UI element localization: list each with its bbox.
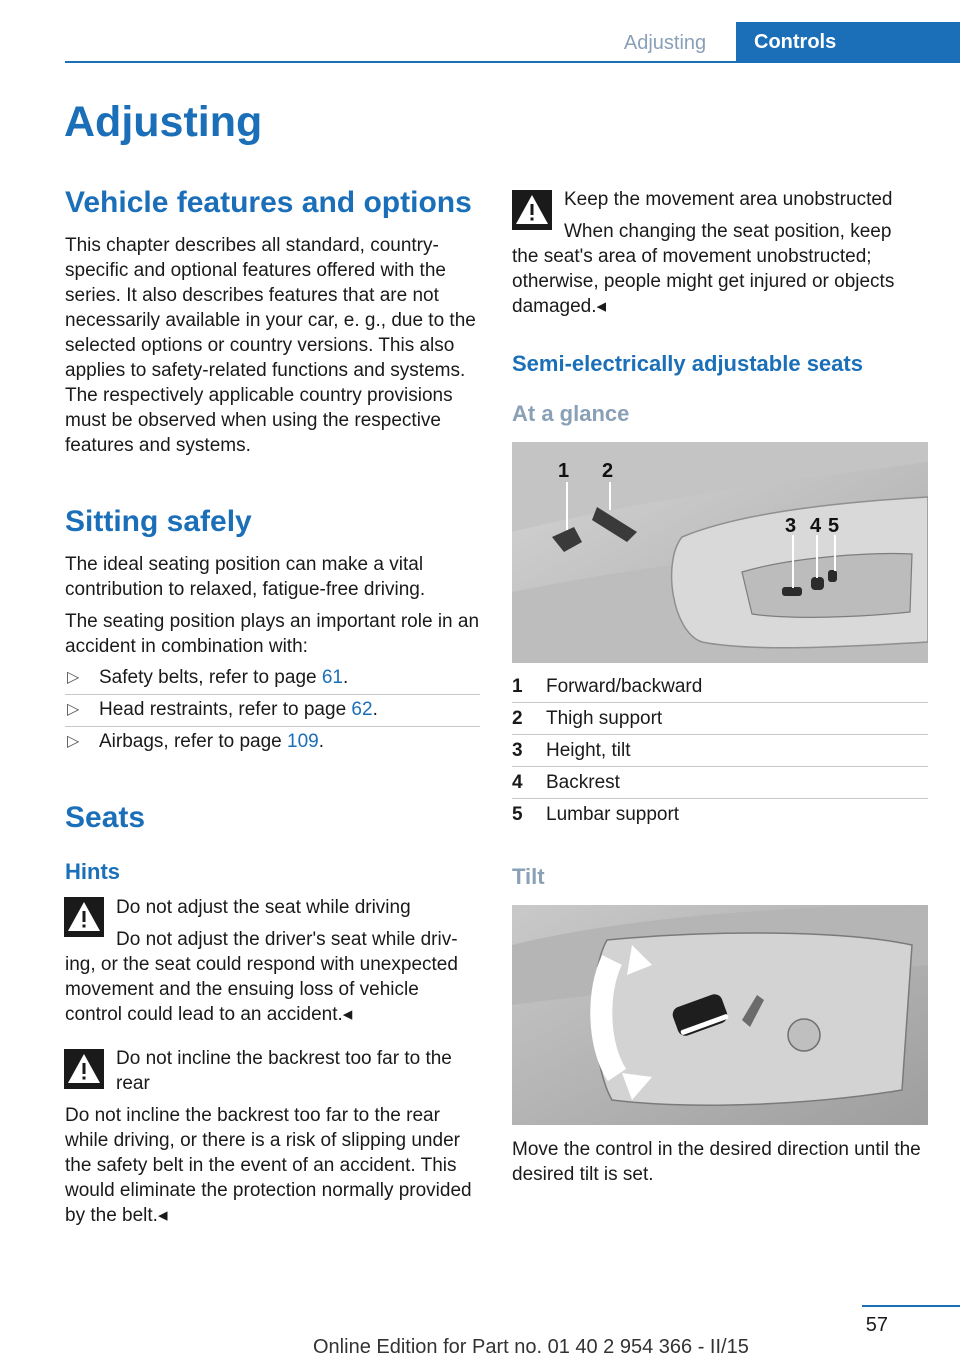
figure-callout-3: 3 — [785, 515, 797, 537]
sitting-safely-heading: Sitting safely — [65, 505, 252, 538]
vehicle-features-body: This chapter describes all standard, country-specific and optional features offered with the series. It also describes features that are not necessarily available in your car, e. g., due to the selected options or country versions. This also applies to safety-related functions and systems. The respectively applicable country provisions must be observed when using the respective features and systems. — [65, 235, 476, 456]
footer-rule — [862, 1305, 960, 1307]
bullet-head-restraints: ▷ Head restraints, refer to page 62. — [67, 699, 378, 720]
bullet-safety-belts: ▷ Safety belts, refer to page 61. — [67, 667, 349, 688]
tilt-control-figure — [512, 905, 928, 1125]
figure-callout-2: 2 — [602, 460, 614, 482]
warning-body-first-line: Do not adjust the driver's seat while driv- — [116, 929, 458, 950]
legend-item: 3 Height, tilt — [512, 740, 631, 761]
warning-body-backrest: Do not incline the backrest too far to the rear while driving, or there is a risk of slipping under the safety belt in the event of an accident. This would eliminate the protection normally provided by the belt.◂ — [65, 1105, 472, 1226]
tilt-heading: Tilt — [512, 864, 545, 889]
header-section-label: Adjusting — [623, 32, 707, 54]
legend-item: 4 Backrest — [512, 772, 620, 793]
triangle-bullet-icon: ▷ — [67, 669, 80, 686]
bullet-divider — [65, 694, 480, 695]
sitting-bullet-list — [65, 665, 480, 765]
sitting-p2: The seating position plays an important role in an accident in combination with: — [65, 611, 480, 657]
hints-heading: Hints — [65, 859, 120, 884]
seat-controls-illustration — [512, 442, 928, 663]
triangle-bullet-icon: ▷ — [67, 733, 80, 750]
bullet-divider — [65, 726, 480, 727]
warning-icon — [512, 190, 552, 230]
page-link-62[interactable]: 62 — [351, 699, 373, 720]
legend-item: 5 Lumbar support — [512, 804, 680, 825]
tilt-body: Move the control in the desired direction until the desired tilt is set. — [512, 1139, 921, 1185]
warning-title-movement: Keep the movement area unobstructed — [564, 189, 893, 210]
page-link-109[interactable]: 109 — [287, 731, 319, 752]
page-title: Adjusting — [64, 98, 263, 146]
legend-divider — [512, 702, 928, 703]
seat-controls-legend — [512, 671, 930, 831]
legend-divider — [512, 798, 928, 799]
figure-callout-4: 4 — [810, 515, 822, 537]
seats-heading: Seats — [65, 801, 146, 834]
page-number: 57 — [865, 1314, 888, 1336]
seat-controls-figure — [512, 442, 928, 663]
legend-divider — [512, 766, 928, 767]
vehicle-features-heading: Vehicle features and options — [65, 186, 472, 219]
header-chapter-tab: Controls — [736, 22, 960, 62]
warning-icon — [64, 1049, 104, 1089]
bullet-airbags: ▷ Airbags, refer to page 109. — [67, 731, 324, 752]
legend-divider — [512, 734, 928, 735]
warning-body-movement: the seat's area of movement unobstructed; otherwise, people might get injured or objects damaged.◂ — [512, 246, 895, 317]
figure-callout-5: 5 — [828, 515, 840, 537]
tilt-control-illustration — [512, 905, 928, 1125]
edition-footer: Online Edition for Part no. 01 40 2 954 366 - II/15 — [313, 1336, 749, 1358]
warning-title-driving: Do not adjust the seat while driving — [116, 897, 411, 918]
warning-title-backrest: Do not incline the backrest too far to the rear — [116, 1048, 452, 1094]
warning-icon — [64, 897, 104, 937]
figure-callout-1: 1 — [558, 460, 570, 482]
legend-item: 2 Thigh support — [512, 708, 663, 729]
warning-body-first-line: When changing the seat position, keep — [564, 221, 892, 242]
warning-body-driving: ing, or the seat could respond with unexpected movement and the ensuing loss of vehicle control could lead to an accident.◂ — [65, 954, 458, 1025]
semi-electric-heading: Semi-electrically adjustable seats — [512, 351, 863, 376]
at-a-glance-heading: At a glance — [512, 401, 630, 426]
page-link-61[interactable]: 61 — [321, 667, 343, 688]
header-rule — [65, 61, 960, 63]
triangle-bullet-icon: ▷ — [67, 701, 80, 718]
legend-item: 1 Forward/backward — [512, 676, 703, 697]
sitting-p1: The ideal seating position can make a vital contribution to relaxed, fatigue-free driving. — [65, 554, 426, 600]
